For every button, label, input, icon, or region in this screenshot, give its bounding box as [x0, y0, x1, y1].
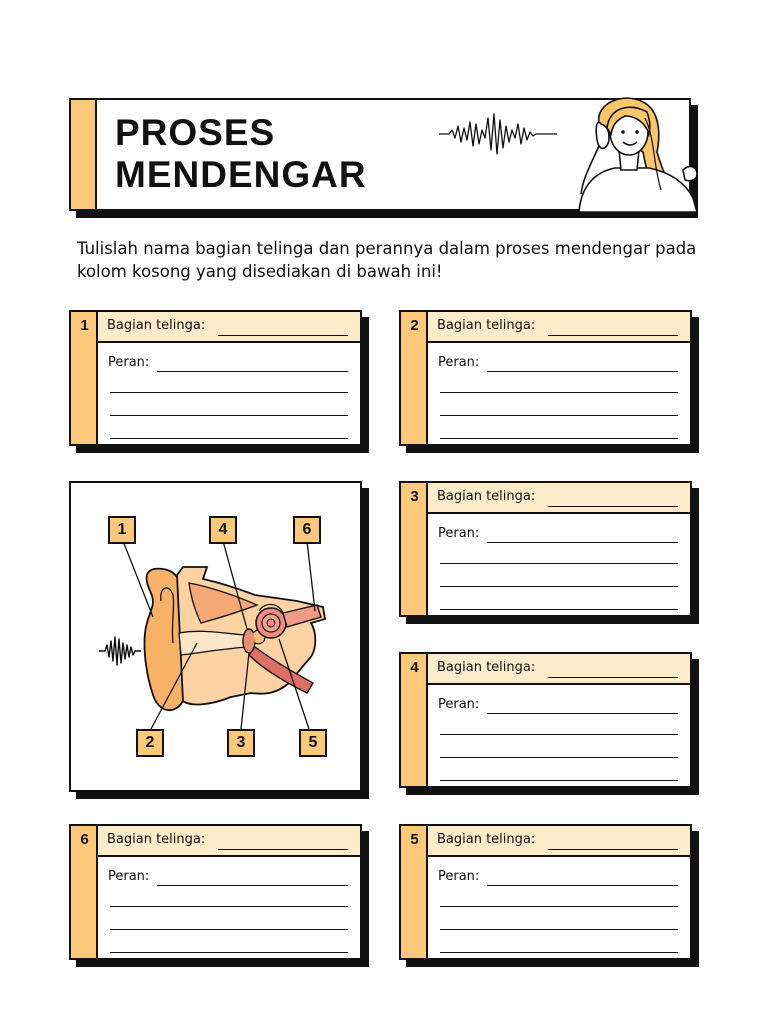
- writing-line[interactable]: [110, 392, 348, 393]
- answer-card-5: [399, 824, 692, 960]
- part-label: Bagian telinga:: [107, 832, 206, 847]
- part-row: [428, 654, 690, 685]
- instruction-text: Tulislah nama bagian telinga dan perannya dalam proses mendengar pada kolom kosong yang disediakan di bawah ini!: [77, 239, 697, 281]
- part-answer-line[interactable]: [548, 335, 678, 336]
- writing-line[interactable]: [440, 563, 678, 564]
- role-answer-line[interactable]: [487, 371, 678, 372]
- diagram-marker-4: 4: [209, 516, 237, 544]
- card-number: 1: [80, 317, 89, 334]
- role-answer-line[interactable]: [157, 371, 348, 372]
- card-number: 3: [410, 488, 419, 505]
- part-row: [428, 826, 690, 857]
- part-row: [428, 312, 690, 343]
- answer-card-6: [69, 824, 362, 960]
- writing-line[interactable]: [440, 734, 678, 735]
- role-answer-line[interactable]: [487, 542, 678, 543]
- part-label: Bagian telinga:: [437, 318, 536, 333]
- part-row: [98, 312, 360, 343]
- writing-line[interactable]: [440, 586, 678, 587]
- writing-line[interactable]: [440, 438, 678, 439]
- part-answer-line[interactable]: [548, 677, 678, 678]
- card-number: 6: [80, 831, 89, 848]
- answer-card-3: [399, 481, 692, 617]
- part-row: [98, 826, 360, 857]
- role-answer-line[interactable]: [157, 885, 348, 886]
- role-label: Peran:: [438, 697, 480, 712]
- part-answer-line[interactable]: [548, 849, 678, 850]
- writing-line[interactable]: [440, 952, 678, 953]
- listening-girl-illustration: [559, 94, 699, 212]
- role-answer-line[interactable]: [487, 713, 678, 714]
- part-answer-line[interactable]: [218, 849, 348, 850]
- title-line-2: MENDENGAR: [115, 154, 367, 195]
- part-label: Bagian telinga:: [437, 660, 536, 675]
- writing-line[interactable]: [110, 438, 348, 439]
- sound-wave-icon: [439, 110, 557, 158]
- card-number: 2: [410, 317, 419, 334]
- diagram-marker-5: 5: [299, 729, 327, 757]
- title-line-1: PROSES: [115, 112, 276, 153]
- role-label: Peran:: [108, 869, 150, 884]
- writing-line[interactable]: [110, 952, 348, 953]
- card-number: 5: [410, 831, 419, 848]
- part-answer-line[interactable]: [218, 335, 348, 336]
- answer-card-4: [399, 652, 692, 788]
- writing-line[interactable]: [440, 929, 678, 930]
- card-number: 4: [410, 659, 419, 676]
- writing-line[interactable]: [440, 757, 678, 758]
- part-answer-line[interactable]: [548, 506, 678, 507]
- part-label: Bagian telinga:: [107, 318, 206, 333]
- page-title: [115, 112, 367, 196]
- answer-card-2: [399, 310, 692, 446]
- header-banner: [69, 98, 691, 211]
- role-label: Peran:: [108, 355, 150, 370]
- part-row: [428, 483, 690, 514]
- writing-line[interactable]: [440, 415, 678, 416]
- part-label: Bagian telinga:: [437, 832, 536, 847]
- writing-line[interactable]: [440, 780, 678, 781]
- writing-line[interactable]: [110, 415, 348, 416]
- role-label: Peran:: [438, 355, 480, 370]
- sound-wave-icon: [99, 637, 141, 665]
- diagram-marker-2: 2: [136, 729, 164, 757]
- answer-card-1: [69, 310, 362, 446]
- writing-line[interactable]: [440, 609, 678, 610]
- writing-line[interactable]: [440, 906, 678, 907]
- writing-line[interactable]: [110, 906, 348, 907]
- part-label: Bagian telinga:: [437, 489, 536, 504]
- diagram-marker-3: 3: [227, 729, 255, 757]
- writing-line[interactable]: [440, 392, 678, 393]
- diagram-marker-6: 6: [293, 516, 321, 544]
- writing-line[interactable]: [110, 929, 348, 930]
- ear-diagram: [69, 481, 362, 792]
- role-label: Peran:: [438, 526, 480, 541]
- header-accent-strip: [71, 100, 97, 209]
- role-answer-line[interactable]: [487, 885, 678, 886]
- role-label: Peran:: [438, 869, 480, 884]
- diagram-marker-1: 1: [108, 516, 136, 544]
